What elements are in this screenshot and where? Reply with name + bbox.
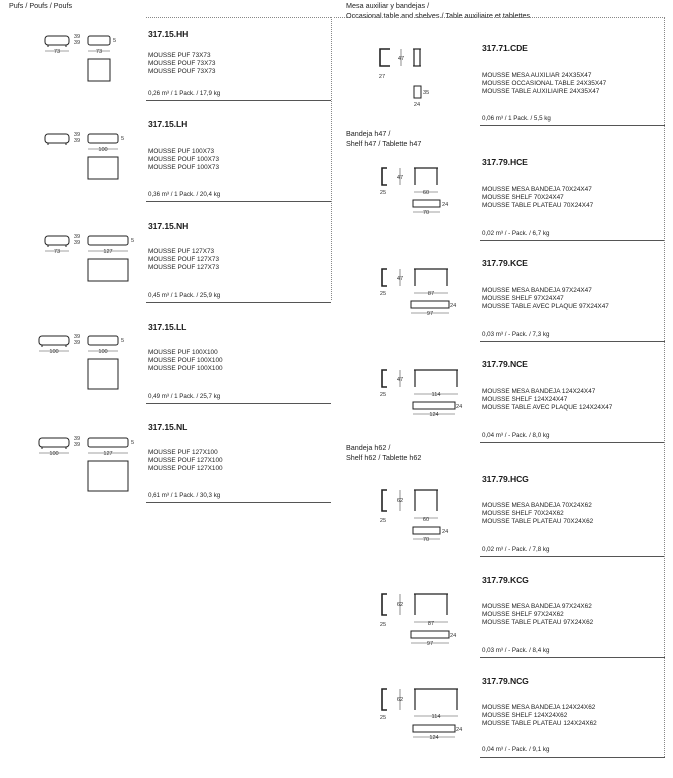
svg-text:39: 39 (73, 132, 81, 138)
dim-inner: 87 (427, 621, 435, 627)
pouf-top-view (88, 59, 110, 81)
dim-inner: 60 (422, 517, 430, 523)
shelf-124x24x47-drawing (378, 367, 478, 427)
svg-text:39: 39 (73, 334, 81, 340)
dim-depth: 73 (53, 249, 61, 255)
svg-text:39: 39 (73, 436, 81, 442)
dim-depth: 24 (456, 727, 463, 733)
shelf-svg (378, 591, 478, 653)
divider (146, 502, 331, 503)
shelf-svg (378, 165, 468, 225)
pack-info: 0,02 m³ / - Pack. / 6,7 kg (482, 230, 550, 237)
section-title-pufs: Pufs / Poufs / Poufs (9, 1, 73, 10)
shelf-top-view (413, 200, 440, 207)
divider-dotted (146, 17, 331, 18)
product-description: MOUSSE PUF 100X73 MOUSSE POUF 100X73 MOUSSE POUF 100X73 (148, 148, 220, 172)
product-description: MOUSSE MESA BANDEJA 70X24X62 MOUSSE SHELF 70X24X62 MOUSSE TABLE PLATEAU 70X24X62 (482, 502, 594, 526)
pack-info: 0,03 m³ / - Pack. / 8,4 kg (482, 647, 550, 654)
dim-height-top: 39 (73, 34, 81, 40)
pouf-top-view (88, 259, 128, 281)
product-code: 317.15.LH (148, 119, 188, 129)
dim-width: 127 (103, 249, 113, 255)
occasional-table-svg (376, 46, 436, 108)
dim-side: 25 (379, 291, 387, 297)
dim-outer: 70 (422, 210, 430, 216)
shelf-top-view (413, 527, 440, 534)
divider (480, 125, 665, 126)
dim-outer: 97 (426, 641, 434, 647)
product-code: 317.79.NCG (482, 676, 529, 686)
pack-info: 0,36 m³ / 1 Pack. / 20,4 kg (148, 191, 221, 198)
shelf-70x24x47-drawing (378, 165, 468, 225)
dim-inner: 60 (422, 190, 430, 196)
divider (146, 403, 331, 404)
divider (480, 341, 665, 342)
dim-width: 73 (53, 49, 61, 55)
subsection-title-shelf-h47: Bandeja h47 / Shelf h47 / Tablette h47 (346, 129, 422, 148)
pack-info: 0,03 m³ / - Pack. / 7,3 kg (482, 331, 550, 338)
dim-outer: 124 (429, 412, 439, 418)
product-code: 317.15.NL (148, 422, 188, 432)
product-description: MOUSSE MESA AUXILIAR 24X35X47 MOUSSE OCCASIONAL TABLE 24X35X47 MOUSSE TABLE AUXILIAIRE 24X35X47 (482, 72, 607, 96)
divider (480, 442, 665, 443)
product-description: MOUSSE PUF 73X73 MOUSSE POUF 73X73 MOUSSE POUF 73X73 (148, 52, 216, 76)
dim-height-bottom: 39 (73, 40, 81, 46)
product-description: MOUSSE MESA BANDEJA 124X24X62 MOUSSE SHELF 124X24X62 MOUSSE TABLE PLATEAU 124X24X62 (482, 704, 597, 728)
table-front-view (414, 49, 420, 66)
pouf-top-view (88, 461, 128, 491)
dim-depth: 24 (442, 202, 449, 208)
shelf-97x24x62-drawing (378, 591, 478, 653)
dim-height: 62 (396, 697, 404, 703)
product-code: 317.71.CDE (482, 43, 528, 53)
dim-depth: 24 (456, 404, 463, 410)
dim-height: 47 (397, 56, 405, 62)
dim-inner: 114 (431, 714, 441, 720)
shelf-top-view (411, 631, 449, 638)
dim-depth: 24 (442, 529, 449, 535)
divider (146, 302, 331, 303)
shelf-97x24x47-drawing (378, 266, 478, 326)
divider (480, 757, 665, 758)
dim-inner: 87 (427, 291, 435, 297)
dim-outer: 97 (426, 311, 434, 317)
dim-height: 47 (396, 175, 404, 181)
pouf-127x73-svg (42, 233, 142, 283)
pack-info: 0,49 m³ / 1 Pack. / 25,7 kg (148, 393, 221, 400)
pouf-127x100-drawing (36, 435, 136, 497)
dim-height: 47 (396, 377, 404, 383)
pouf-127x73-drawing (42, 233, 142, 283)
dim-height: 62 (396, 498, 404, 504)
pouf-top-view (88, 359, 118, 389)
pouf-73x73-svg (42, 33, 122, 83)
dim-depth: 100 (49, 451, 59, 457)
product-code: 317.15.LL (148, 322, 187, 332)
dim-side: 25 (379, 715, 387, 721)
dim-seat: 5 (113, 38, 117, 44)
dim-side: 25 (379, 392, 387, 398)
svg-text:5: 5 (131, 440, 135, 446)
product-code: 317.15.HH (148, 29, 189, 39)
divider (480, 240, 665, 241)
product-description: MOUSSE PUF 127X100 MOUSSE POUF 127X100 MOUSSE POUF 127X100 (148, 449, 223, 473)
dim-side: 25 (379, 622, 387, 628)
svg-text:5: 5 (131, 238, 135, 244)
dim-height: 47 (396, 276, 404, 282)
dim-depth: 73 (95, 49, 103, 55)
occasional-table-drawing (376, 46, 436, 108)
product-code: 317.15.NH (148, 221, 189, 231)
product-description: MOUSSE MESA BANDEJA 124X24X47 MOUSSE SHELF 124X24X47 MOUSSE TABLE AVEC PLAQUE 124X24X47 (482, 388, 613, 412)
product-description: MOUSSE MESA BANDEJA 97X24X47 MOUSSE SHELF 97X24X47 MOUSSE TABLE AVEC PLAQUE 97X24X47 (482, 287, 609, 311)
svg-text:5: 5 (121, 338, 125, 344)
divider-dotted (334, 17, 665, 18)
shelf-top-view (413, 725, 455, 732)
pouf-100x73-drawing (42, 131, 132, 181)
pouf-100x100-svg (36, 333, 128, 395)
section-title-tables: Mesa auxiliar y bandejas / Occasional table and shelves / Table auxiliaire et tablettes (346, 1, 531, 20)
pouf-front-view (45, 36, 69, 45)
dim-depth: 35 (423, 90, 430, 96)
svg-text:39: 39 (73, 240, 81, 246)
pack-info: 0,04 m³ / - Pack. / 9,1 kg (482, 746, 550, 753)
subsection-title-shelf-h62: Bandeja h62 / Shelf h62 / Tablette h62 (346, 443, 422, 462)
product-description: MOUSSE MESA BANDEJA 70X24X47 MOUSSE SHELF 70X24X47 MOUSSE TABLE PLATEAU 70X24X47 (482, 186, 594, 210)
dim-outer: 124 (429, 735, 439, 741)
shelf-svg (378, 266, 478, 326)
pack-info: 0,45 m³ / 1 Pack. / 25,9 kg (148, 292, 221, 299)
pouf-127x100-svg (36, 435, 136, 497)
dim-side: 25 (379, 518, 387, 524)
shelf-top-view (413, 402, 455, 409)
product-code: 317.79.HCE (482, 157, 528, 167)
dim-height: 62 (396, 602, 404, 608)
divider (480, 556, 665, 557)
pack-info: 0,61 m³ / 1 Pack. / 30,3 kg (148, 492, 221, 499)
pack-info: 0,26 m³ / 1 Pack. / 17,9 kg (148, 90, 221, 97)
product-code: 317.79.KCE (482, 258, 528, 268)
pouf-100x100-drawing (36, 333, 128, 395)
svg-text:39: 39 (73, 340, 81, 346)
product-description: MOUSSE MESA BANDEJA 97X24X62 MOUSSE SHELF 97X24X62 MOUSSE TABLE PLATEAU 97X24X62 (482, 603, 594, 627)
product-description: MOUSSE PUF 127X73 MOUSSE POUF 127X73 MOUSSE POUF 127X73 (148, 248, 220, 272)
pouf-side-view (88, 36, 110, 45)
dim-width: 100 (98, 147, 108, 153)
dim-side: 25 (379, 190, 387, 196)
svg-text:39: 39 (73, 442, 81, 448)
pouf-73x73-drawing (42, 33, 122, 83)
pouf-100x73-svg (42, 131, 132, 181)
column-divider (664, 17, 665, 757)
dim-depth: 24 (450, 633, 457, 639)
shelf-svg (378, 686, 478, 748)
pouf-top-view (88, 157, 118, 179)
dim-width: 127 (103, 451, 113, 457)
shelf-svg (378, 487, 468, 547)
dim-outer: 70 (422, 537, 430, 543)
dim-depth: 24 (450, 303, 457, 309)
shelf-svg (378, 367, 478, 427)
product-code: 317.79.NCE (482, 359, 528, 369)
product-code: 317.79.HCG (482, 474, 529, 484)
divider (146, 100, 331, 101)
pack-info: 0,04 m³ / - Pack. / 8,0 kg (482, 432, 550, 439)
product-code: 317.79.KCG (482, 575, 529, 585)
divider (480, 657, 665, 658)
shelf-top-view (411, 301, 449, 308)
pack-info: 0,02 m³ / - Pack. / 7,8 kg (482, 546, 550, 553)
column-divider (331, 17, 332, 300)
table-top-view (414, 86, 421, 98)
dim-depth: 100 (49, 349, 59, 355)
pack-info: 0,06 m³ / 1 Pack. / 5,5 kg (482, 115, 551, 122)
svg-text:5: 5 (121, 136, 125, 142)
product-description: MOUSSE PUF 100X100 MOUSSE POUF 100X100 MOUSSE POUF 100X100 (148, 349, 223, 373)
svg-text:39: 39 (73, 234, 81, 240)
divider (146, 201, 331, 202)
dim-inner: 114 (431, 392, 441, 398)
shelf-70x24x62-drawing (378, 487, 468, 547)
dim-width: 100 (98, 349, 108, 355)
table-side-view (380, 49, 390, 66)
svg-text:39: 39 (73, 138, 81, 144)
shelf-124x24x62-drawing (378, 686, 478, 748)
dim-side: 27 (378, 74, 386, 80)
dim-width: 24 (413, 102, 421, 108)
